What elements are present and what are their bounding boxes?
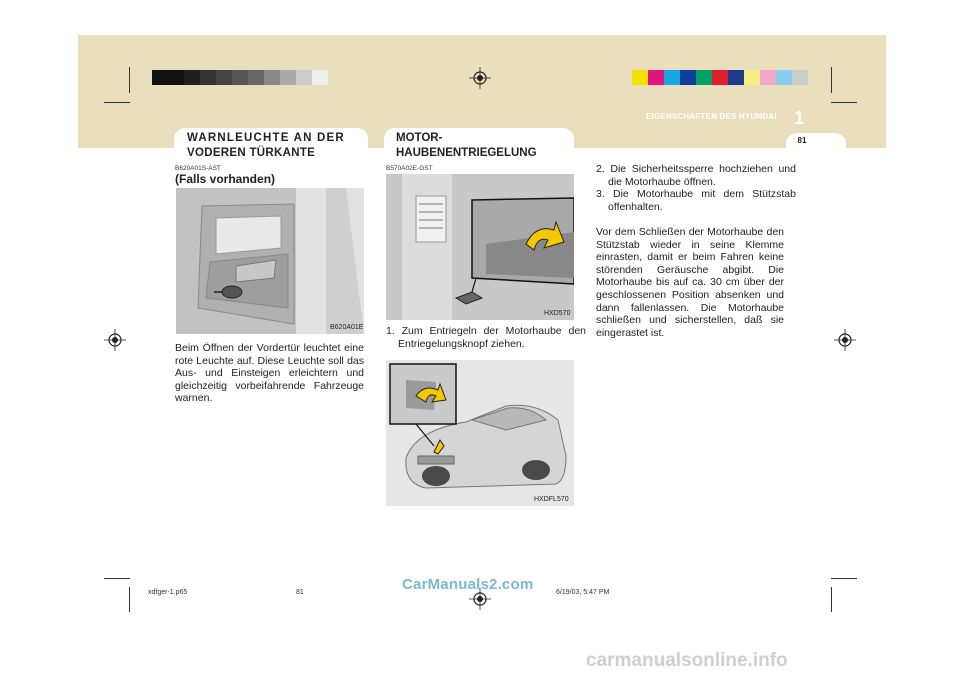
section-2-heading xyxy=(396,131,572,161)
door-warning-light-photo xyxy=(176,188,364,334)
chapter-title: EIGENSCHAFTEN DES HYUNDAI xyxy=(646,112,777,121)
crop-mark xyxy=(831,578,857,579)
crop-mark xyxy=(104,578,130,579)
crop-mark xyxy=(831,587,832,612)
section-1-body: Beim Öffnen der Vordertür leuchtet eine rote Leuchte auf. Diese Leuchte soll das Aus- und Einsteigen erleichtern und gleichzeitig vorbeifahrende Fahrzeuge warnen. xyxy=(175,342,364,405)
crop-mark xyxy=(129,67,130,93)
registration-mark-icon xyxy=(469,67,491,89)
photo-2-caption: HXD570 xyxy=(544,310,571,317)
crop-mark xyxy=(129,587,130,612)
section-2-code: B570A02E-GST xyxy=(386,165,433,172)
section-2-heading-line-1: MOTOR- xyxy=(396,132,443,144)
crop-mark xyxy=(104,102,130,103)
footer-page-number: 81 xyxy=(296,589,304,596)
crop-mark xyxy=(831,67,832,93)
section-1-heading-line-1: WARNLEUCHTE AN DER xyxy=(187,132,345,144)
chapter-number: 1 xyxy=(794,108,805,128)
registration-mark-icon xyxy=(834,329,856,351)
photo-1-caption: B620A01E xyxy=(330,324,364,331)
watermark-link[interactable]: CarManuals2.com xyxy=(402,576,534,593)
color-bar xyxy=(632,70,808,85)
section-1-code: B620A01S-AST xyxy=(175,165,221,172)
section-1-subtitle: (Falls vorhanden) xyxy=(175,172,276,186)
page-number: 81 xyxy=(797,136,807,145)
hood-release-knob-photo xyxy=(386,174,574,320)
car-front-photo xyxy=(386,360,574,506)
footer-timestamp: 6/19/03, 5:47 PM xyxy=(556,589,610,596)
section-2-paragraph: Vor dem Schließen der Motorhaube den Stützstab wieder in seine Klemme einrasten, damit er beim Fahren keine störenden Geräusche abgibt. Die Motorhaube bis auf ca. 30 cm über der geschlossenen Position absenken und dann fallenlassen. Die Motorhaube schließen und sicherstellen, daß sie eingerastet ist. xyxy=(596,226,784,339)
section-2-heading-line-2: HAUBENENTRIEGELUNG xyxy=(396,147,537,159)
crop-mark xyxy=(831,102,857,103)
source-watermark: carmanualsonline.info xyxy=(586,650,788,671)
section-2-step-1: 1. Zum Entriegeln der Motorhaube den Entriegelungsknopf ziehen. xyxy=(386,325,586,350)
section-2-step-3: 3. Die Motorhaube mit dem Stützstab offenhalten. xyxy=(596,188,796,213)
section-1-heading-line-2: VODEREN TÜRKANTE xyxy=(187,147,316,159)
page-number-tab xyxy=(786,133,846,148)
footer-file-name: xdfger-1.p65 xyxy=(148,589,188,596)
registration-mark-icon xyxy=(104,329,126,351)
section-2-step-2: 2. Die Sicherheitssperre hochziehen und die Motorhaube öffnen. xyxy=(596,163,796,188)
section-1-heading xyxy=(187,131,369,161)
photo-3-caption: HXDFL570 xyxy=(534,496,569,503)
grayscale-bar xyxy=(152,70,328,85)
